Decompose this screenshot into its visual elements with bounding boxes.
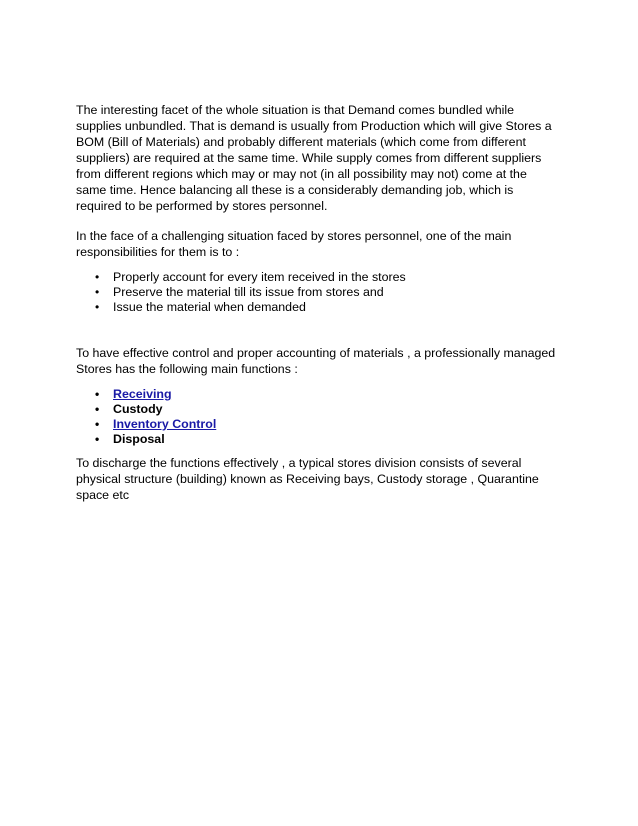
functions-list: [76, 387, 566, 447]
bullet-icon: •: [95, 432, 100, 446]
list-item-text: Issue the material when demanded: [113, 300, 306, 314]
list-item-text: Preserve the material till its issue from stores and: [113, 285, 384, 299]
inventory-control-link[interactable]: Inventory Control: [113, 417, 217, 431]
paragraph-physical-structure: [76, 455, 566, 503]
text-line: same time. Hence balancing all these is a considerably demanding job, which is: [76, 183, 514, 197]
bullet-icon: •: [95, 300, 100, 314]
list-item: [76, 387, 566, 402]
text-line: supplies unbundled. That is demand is usually from Production which will give Stores a: [76, 119, 552, 133]
bullet-icon: •: [95, 270, 100, 284]
text-line: The interesting facet of the whole situation is that Demand comes bundled while: [76, 103, 515, 117]
custody-label: Custody: [113, 402, 163, 416]
disposal-label: Disposal: [113, 432, 165, 446]
paragraph-functions-intro: [76, 345, 566, 377]
document-body: [76, 102, 566, 503]
bullet-icon: •: [95, 285, 100, 299]
text-line: suppliers) are required at the same time. While supply comes from different suppliers: [76, 151, 542, 165]
list-item: [76, 432, 566, 447]
bullet-icon: •: [95, 387, 100, 401]
text-line: space etc: [76, 488, 130, 502]
text-line: responsibilities for them is to :: [76, 245, 240, 259]
text-line: physical structure (building) known as Receiving bays, Custody storage , Quarantine: [76, 472, 539, 486]
text-line: from different regions which may or may not (in all possibility may not) come at the: [76, 167, 527, 181]
text-line: Stores has the following main functions :: [76, 362, 298, 376]
list-item: [76, 417, 566, 432]
bullet-icon: •: [95, 417, 100, 431]
text-line: In the face of a challenging situation faced by stores personnel, one of the main: [76, 229, 512, 243]
list-item: [76, 300, 566, 315]
paragraph-demand-supply: [76, 102, 566, 214]
text-line: required to be performed by stores personnel.: [76, 199, 328, 213]
text-line: To discharge the functions effectively , a typical stores division consists of several: [76, 456, 522, 470]
list-item: [76, 270, 566, 285]
list-item-text: Properly account for every item received in the stores: [113, 270, 406, 284]
responsibilities-list: [76, 270, 566, 315]
paragraph-responsibilities-intro: [76, 228, 566, 260]
text-line: BOM (Bill of Materials) and probably different materials (which come from different: [76, 135, 526, 149]
list-item: [76, 285, 566, 300]
text-line: To have effective control and proper accounting of materials , a professionally managed: [76, 346, 556, 360]
bullet-icon: •: [95, 402, 100, 416]
receiving-link[interactable]: Receiving: [113, 387, 172, 401]
list-item: [76, 402, 566, 417]
